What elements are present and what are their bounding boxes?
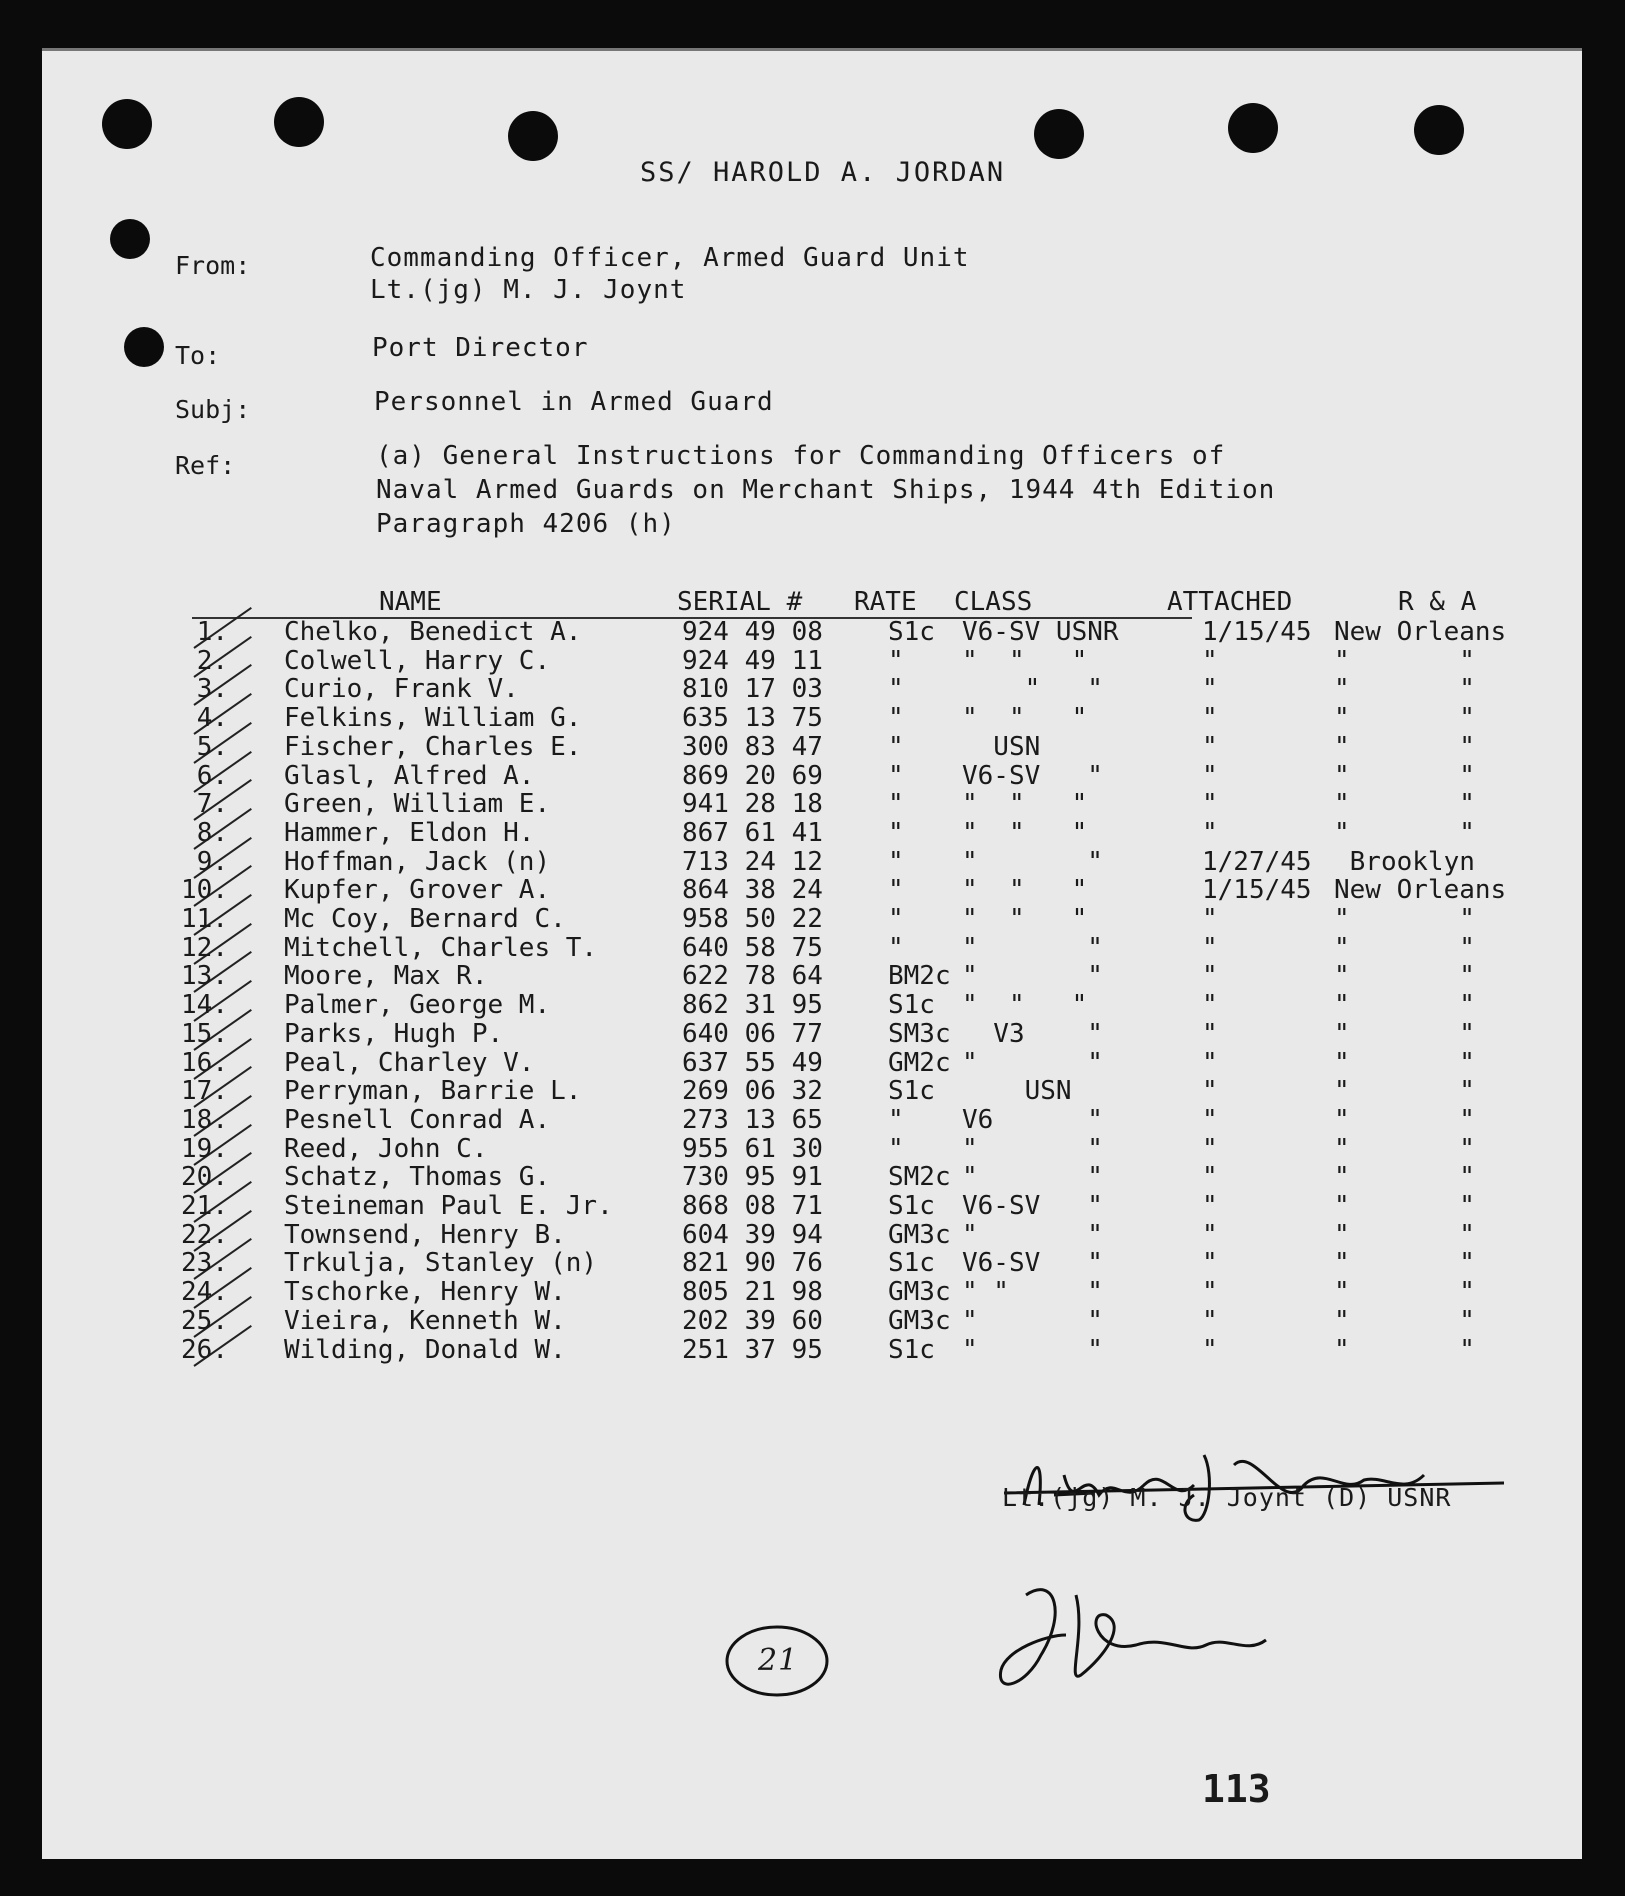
row-name: Hammer, Eldon H. — [284, 817, 535, 848]
row-attached: " — [1202, 1305, 1218, 1336]
row-serial: 300 83 47 — [682, 731, 823, 762]
row-class: USN — [962, 1076, 1072, 1107]
row-ra: " " — [1334, 1162, 1475, 1193]
row-class: " " — [962, 1133, 1103, 1164]
row-ra: " " — [1334, 703, 1475, 734]
row-serial: 821 90 76 — [682, 1248, 823, 1279]
row-rate: " — [888, 932, 904, 963]
row-serial: 810 17 03 — [682, 674, 823, 705]
row-rate: GM3c — [888, 1277, 951, 1308]
row-rate: " — [888, 760, 904, 791]
row-serial: 868 08 71 — [682, 1191, 823, 1221]
ref-line-1: (a) General Instructions for Commanding Officers of — [376, 441, 1226, 471]
row-class: USN — [962, 731, 1041, 762]
row-class: " " — [962, 932, 1103, 963]
row-ra: " " — [1334, 1219, 1475, 1250]
row-ra: New Orleans — [1334, 617, 1507, 647]
row-rate: " — [888, 789, 904, 820]
row-number: 8. — [196, 817, 228, 848]
row-name: Tschorke, Henry W. — [284, 1277, 566, 1308]
row-number: 13. — [181, 961, 228, 992]
row-attached: " — [1202, 731, 1218, 762]
row-attached: " — [1202, 1248, 1218, 1279]
row-serial: 805 21 98 — [682, 1277, 823, 1308]
circled-number-text: 21 — [758, 1643, 799, 1678]
row-rate: SM2c — [888, 1162, 951, 1193]
to-value: Port Director — [372, 333, 589, 363]
from-label: From: — [175, 251, 251, 280]
row-name: Vieira, Kenneth W. — [284, 1305, 566, 1336]
row-serial: 958 50 22 — [682, 904, 823, 934]
row-number: 10. — [181, 875, 228, 906]
row-attached: " — [1202, 674, 1218, 705]
row-number: 22. — [181, 1219, 228, 1250]
row-name: Townsend, Henry B. — [284, 1219, 566, 1250]
row-class: " " — [962, 1334, 1103, 1365]
row-number: 2. — [196, 645, 228, 676]
row-attached: " — [1202, 645, 1218, 676]
row-attached: " — [1202, 932, 1218, 963]
row-name: Hoffman, Jack (n) — [284, 846, 551, 877]
col-header-rate: RATE — [854, 587, 917, 617]
row-class: " " " — [962, 817, 1088, 848]
row-class: V6-SV " — [962, 1191, 1103, 1221]
row-serial: 202 39 60 — [682, 1305, 823, 1336]
row-class: " " " — [962, 875, 1088, 906]
row-name: Moore, Max R. — [284, 961, 488, 992]
ref-label: Ref: — [175, 451, 236, 480]
row-number: 17. — [181, 1076, 228, 1107]
col-header-name: NAME — [379, 587, 442, 617]
row-serial: 924 49 08 — [682, 617, 823, 647]
row-ra: " " — [1334, 1047, 1475, 1078]
row-ra: " " — [1334, 1018, 1475, 1049]
row-serial: 862 31 95 — [682, 990, 823, 1021]
row-attached: " — [1202, 1334, 1218, 1365]
row-rate: " — [888, 674, 904, 705]
row-number: 7. — [196, 789, 228, 820]
circled-number — [722, 1619, 832, 1701]
row-attached: " — [1202, 1076, 1218, 1107]
row-rate: S1c — [888, 1191, 935, 1221]
row-attached: 1/15/45 — [1202, 617, 1312, 647]
row-number: 5. — [196, 731, 228, 762]
row-number: 16. — [181, 1047, 228, 1078]
row-name: Peal, Charley V. — [284, 1047, 535, 1078]
row-ra: " " — [1334, 645, 1475, 676]
row-ra: " " — [1334, 760, 1475, 791]
row-rate: S1c — [888, 1248, 935, 1279]
row-serial: 269 06 32 — [682, 1076, 823, 1107]
col-header-ra: R & A — [1398, 587, 1477, 617]
row-name: Glasl, Alfred A. — [284, 760, 535, 791]
row-attached: " — [1202, 1162, 1218, 1193]
row-rate: " — [888, 875, 904, 906]
row-ra: " " — [1334, 1248, 1475, 1279]
row-ra: Brooklyn — [1334, 846, 1475, 877]
row-name: Steineman Paul E. Jr. — [284, 1191, 613, 1221]
row-attached: " — [1202, 904, 1218, 934]
row-class: " " — [962, 1305, 1103, 1336]
row-name: Colwell, Harry C. — [284, 645, 551, 676]
col-header-attached: ATTACHED — [1167, 587, 1293, 617]
row-class: " " — [962, 846, 1103, 877]
row-name: Mitchell, Charles T. — [284, 932, 598, 963]
row-attached: " — [1202, 1018, 1218, 1049]
row-number: 9. — [196, 846, 228, 877]
row-name: Palmer, George M. — [284, 990, 551, 1021]
row-name: Felkins, William G. — [284, 703, 582, 734]
row-number: 6. — [196, 760, 228, 791]
row-ra: " " — [1334, 817, 1475, 848]
row-class: " " " — [962, 645, 1088, 676]
row-class: V3 " — [962, 1018, 1103, 1049]
row-number: 1. — [196, 617, 228, 647]
col-header-serial: SERIAL # — [677, 587, 803, 617]
punch-hole — [1414, 105, 1464, 155]
row-rate: " — [888, 1133, 904, 1164]
row-attached: " — [1202, 1191, 1218, 1221]
row-serial: 869 20 69 — [682, 760, 823, 791]
row-class: " " " — [962, 990, 1088, 1021]
from-line-2: Lt.(jg) M. J. Joynt — [370, 275, 687, 305]
document-page — [42, 48, 1582, 1859]
row-number: 20. — [181, 1162, 228, 1193]
row-name: Reed, John C. — [284, 1133, 488, 1164]
row-serial: 640 58 75 — [682, 932, 823, 963]
row-ra: " " — [1334, 1104, 1475, 1135]
row-class: " " — [962, 1162, 1103, 1193]
row-class: V6-SV USNR — [962, 617, 1119, 647]
row-class: " " " — [962, 904, 1088, 934]
punch-hole — [110, 219, 150, 259]
row-name: Wilding, Donald W. — [284, 1334, 566, 1365]
row-rate: " — [888, 846, 904, 877]
col-header-class: CLASS — [954, 587, 1033, 617]
subj-value: Personnel in Armed Guard — [374, 387, 774, 417]
row-rate: GM3c — [888, 1219, 951, 1250]
row-attached: " — [1202, 760, 1218, 791]
row-rate: " — [888, 703, 904, 734]
row-attached: 1/27/45 — [1202, 846, 1312, 877]
row-number: 15. — [181, 1018, 228, 1049]
row-attached: " — [1202, 703, 1218, 734]
row-class: " " " — [962, 789, 1088, 820]
row-name: Schatz, Thomas G. — [284, 1162, 551, 1193]
row-name: Curio, Frank V. — [284, 674, 519, 705]
row-name: Kupfer, Grover A. — [284, 875, 551, 906]
row-number: 14. — [181, 990, 228, 1021]
row-name: Chelko, Benedict A. — [284, 617, 582, 647]
row-ra: " " — [1334, 731, 1475, 762]
row-serial: 955 61 30 — [682, 1133, 823, 1164]
row-name: Green, William E. — [284, 789, 551, 820]
page-number: 113 — [1202, 1767, 1271, 1811]
row-number: 23. — [181, 1248, 228, 1279]
row-serial: 622 78 64 — [682, 961, 823, 992]
row-attached: " — [1202, 990, 1218, 1021]
ref-line-2: Naval Armed Guards on Merchant Ships, 1944 4th Edition — [376, 475, 1276, 505]
row-name: Mc Coy, Bernard C. — [284, 904, 566, 934]
row-number: 19. — [181, 1133, 228, 1164]
row-ra: " " — [1334, 961, 1475, 992]
row-rate: " — [888, 645, 904, 676]
punch-hole — [102, 99, 152, 149]
row-attached: " — [1202, 1133, 1218, 1164]
ref-line-3: Paragraph 4206 (h) — [376, 509, 676, 539]
row-number: 18. — [181, 1104, 228, 1135]
row-rate: " — [888, 817, 904, 848]
row-ra: " " — [1334, 990, 1475, 1021]
row-class: V6-SV " — [962, 1248, 1103, 1279]
to-label: To: — [175, 341, 221, 370]
row-ra: New Orleans — [1334, 875, 1507, 906]
row-name: Trkulja, Stanley (n) — [284, 1248, 598, 1279]
row-class: V6-SV " — [962, 760, 1103, 791]
row-ra: " " — [1334, 1076, 1475, 1107]
typed-signature: Lt.(jg) M. J. Joynt (D) USNR — [1002, 1483, 1452, 1512]
row-serial: 637 55 49 — [682, 1047, 823, 1078]
row-attached: " — [1202, 817, 1218, 848]
row-ra: " " — [1334, 1277, 1475, 1308]
row-ra: " " — [1334, 1133, 1475, 1164]
row-name: Perryman, Barrie L. — [284, 1076, 582, 1107]
row-serial: 867 61 41 — [682, 817, 823, 848]
row-class: " " — [962, 1219, 1103, 1250]
row-rate: GM3c — [888, 1305, 951, 1336]
row-ra: " " — [1334, 932, 1475, 963]
row-rate: BM2c — [888, 961, 951, 992]
row-attached: " — [1202, 1104, 1218, 1135]
row-rate: S1c — [888, 1076, 935, 1107]
row-serial: 864 38 24 — [682, 875, 823, 906]
row-ra: " " — [1334, 674, 1475, 705]
row-serial: 941 28 18 — [682, 789, 823, 820]
subj-label: Subj: — [175, 395, 251, 424]
punch-hole — [508, 111, 558, 161]
row-attached: " — [1202, 1277, 1218, 1308]
row-class: " " — [962, 1047, 1103, 1078]
row-serial: 730 95 91 — [682, 1162, 823, 1193]
row-rate: " — [888, 731, 904, 762]
row-class: " " " — [962, 703, 1088, 734]
row-name: Pesnell Conrad A. — [284, 1104, 551, 1135]
row-name: Fischer, Charles E. — [284, 731, 582, 762]
row-rate: " — [888, 1104, 904, 1135]
row-rate: S1c — [888, 990, 935, 1021]
row-attached: " — [1202, 961, 1218, 992]
row-serial: 635 13 75 — [682, 703, 823, 734]
row-attached: " — [1202, 1219, 1218, 1250]
row-class: " " — [962, 961, 1103, 992]
row-number: 25. — [181, 1305, 228, 1336]
punch-hole — [1228, 103, 1278, 153]
row-number: 24. — [181, 1277, 228, 1308]
row-serial: 273 13 65 — [682, 1104, 823, 1135]
row-rate: SM3c — [888, 1018, 951, 1049]
row-class: " " " — [962, 1277, 1103, 1308]
row-ra: " " — [1334, 1305, 1475, 1336]
from-line-1: Commanding Officer, Armed Guard Unit — [370, 243, 970, 273]
row-serial: 251 37 95 — [682, 1334, 823, 1365]
row-rate: S1c — [888, 1334, 935, 1365]
handwritten-initials — [986, 1575, 1306, 1705]
row-serial: 604 39 94 — [682, 1219, 823, 1250]
punch-hole — [1034, 109, 1084, 159]
row-number: 11. — [181, 904, 228, 934]
row-ra: " " — [1334, 1191, 1475, 1221]
row-serial: 713 24 12 — [682, 846, 823, 877]
row-serial: 924 49 11 — [682, 645, 823, 676]
row-number: 26. — [181, 1334, 228, 1365]
row-class: " " — [962, 674, 1103, 705]
row-number: 12. — [181, 932, 228, 963]
row-rate: S1c — [888, 617, 935, 647]
row-rate: " — [888, 904, 904, 934]
row-ra: " " — [1334, 789, 1475, 820]
ship-title: SS/ HAROLD A. JORDAN — [640, 157, 1006, 188]
row-number: 4. — [196, 703, 228, 734]
row-attached: " — [1202, 1047, 1218, 1078]
row-class: V6 " — [962, 1104, 1103, 1135]
row-rate: GM2c — [888, 1047, 951, 1078]
row-attached: 1/15/45 — [1202, 875, 1312, 906]
row-number: 3. — [196, 674, 228, 705]
row-attached: " — [1202, 789, 1218, 820]
punch-hole — [124, 327, 164, 367]
row-ra: " " — [1334, 904, 1475, 934]
row-serial: 640 06 77 — [682, 1018, 823, 1049]
row-name: Parks, Hugh P. — [284, 1018, 504, 1049]
punch-hole — [274, 97, 324, 147]
row-ra: " " — [1334, 1334, 1475, 1365]
row-number: 21. — [181, 1191, 228, 1221]
